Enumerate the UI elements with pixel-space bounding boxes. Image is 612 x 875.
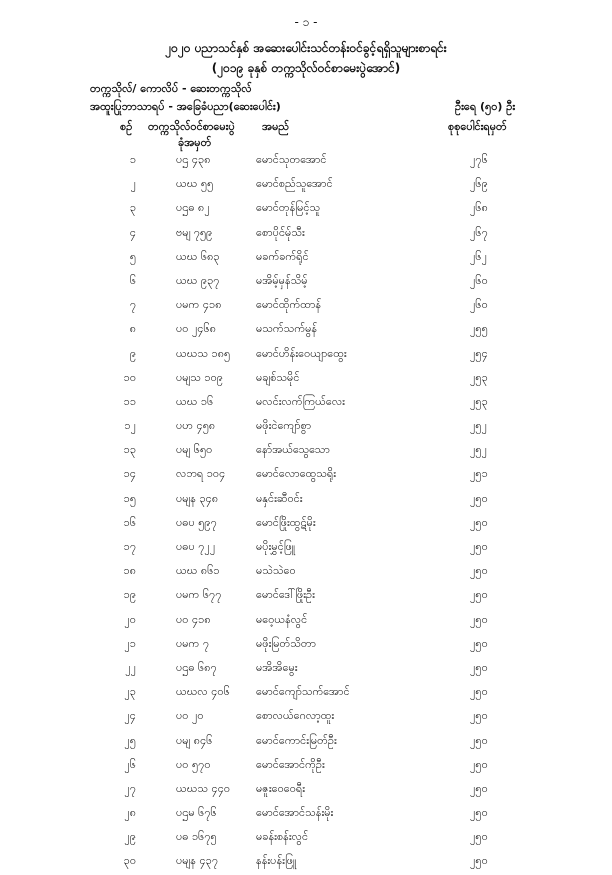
total-marks: ၂၅၀: [470, 757, 488, 771]
row-number: ၅: [129, 249, 136, 263]
student-name: မောင်သုတအောင်: [256, 153, 327, 166]
table-row: [0, 367, 612, 391]
table-row: [0, 488, 612, 512]
table-row: [0, 318, 612, 342]
student-name: မောင်ဒေါ်ဖြိုးဦး: [256, 588, 315, 602]
student-name: မသဲသဲဝေ: [256, 564, 296, 578]
row-number: ၂၄: [124, 709, 136, 723]
roll-number: ပမျ ၈၄၆: [176, 733, 213, 747]
student-name: မောင်ထိုက်ထာန်: [256, 298, 322, 312]
roll-number: ပဟ ၄၅၈: [176, 419, 216, 433]
student-name: မဖိုးမြတ်သိတာ: [256, 636, 317, 650]
student-name: မဇူးဝေဝေရီး: [256, 781, 306, 795]
table-row: [0, 246, 612, 270]
row-number: ၁၈: [123, 564, 136, 578]
row-number: ၇: [129, 298, 136, 312]
headcount-label: ဦးရေ (၅၀) ဦး: [455, 100, 516, 113]
roll-number: ပဝ ၅၇၀: [176, 757, 211, 771]
student-name: စောပိုင်မ်ုသီး: [256, 225, 305, 239]
header-no: စဉ်: [120, 120, 133, 133]
table-row: [0, 512, 612, 536]
total-marks: ၂၅၀: [470, 515, 488, 529]
table-row: [0, 850, 612, 874]
table-row: [0, 802, 612, 826]
student-name: မခက်ခက်ရိုင်: [256, 249, 309, 263]
row-number: ၁: [129, 153, 136, 166]
table-row: [0, 439, 612, 463]
row-number: ၁၃: [123, 443, 136, 457]
student-name: မသက်သက်မွန်: [256, 322, 318, 336]
roll-number: ပဓပ ၇၂၂: [176, 540, 216, 553]
header-roll-number: တက္ကသိုလ်ဝင်စာမေးပွဲ: [148, 120, 235, 133]
student-table: [0, 149, 612, 875]
roll-number: ပမက ၇: [176, 636, 210, 650]
student-name: မဖိုးငဲကျော်စွာ: [256, 419, 312, 433]
total-marks: ၂၅၀: [470, 781, 488, 795]
row-number: ၁၀: [123, 370, 136, 384]
table-row: [0, 609, 612, 633]
student-name: မပိုးမွှင့်ဖြူ: [256, 540, 296, 553]
student-name: မောင်အောင်သန်းမိုး: [256, 806, 334, 820]
specialization-label: အထူးပြုဘာသာရပ် - အခြေခံပညာ(ဆေးပေါင်း): [90, 100, 281, 113]
header-name: အမည်: [262, 120, 290, 133]
total-marks: ၂၅၀: [470, 830, 488, 844]
roll-number: ပမျသ ၁၀၉: [176, 370, 223, 384]
student-name: မောင်စည်သူအောင်: [256, 177, 333, 191]
row-number: ၁၂: [124, 419, 136, 433]
row-number: ၄: [129, 225, 136, 239]
total-marks: ၂၅၃: [470, 370, 488, 384]
total-marks: ၂၅၀: [470, 854, 488, 868]
table-row: [0, 149, 612, 173]
total-marks: ၂၅၀: [470, 733, 488, 747]
table-row: [0, 463, 612, 487]
total-marks: ၂၆၂: [470, 249, 487, 263]
total-marks: ၂၅၃: [470, 394, 488, 408]
roll-number: လဘရ ၁၀၄: [176, 467, 226, 481]
roll-number: ပဓ ၁၆၇၅: [176, 830, 217, 844]
table-row: [0, 173, 612, 197]
table-row: [0, 391, 612, 415]
roll-number: ယဃ ၈၆၁: [176, 564, 220, 578]
roll-number: ပဝ ၄၁၈: [176, 612, 211, 626]
table-row: [0, 705, 612, 729]
student-name: မခန်းစန်းလွင်: [256, 830, 309, 844]
student-name: မောင်အောင်ကိုဦး: [256, 757, 325, 771]
total-marks: ၂၅၄: [470, 346, 488, 360]
total-marks: ၂၇၆: [470, 153, 488, 166]
roll-number: ပဝ ၂၄၆၈: [176, 322, 217, 336]
student-name: မအိအိမွေး: [256, 660, 298, 674]
row-number: ၁၁: [123, 394, 136, 408]
roll-number: ပဝ ၂၀: [176, 709, 204, 723]
student-name: မလင်းလက်ကြယ်လေး: [256, 394, 345, 408]
row-number: ၆: [129, 273, 136, 287]
table-row: [0, 343, 612, 367]
table-row: [0, 633, 612, 657]
total-marks: ၂၆၈: [470, 201, 488, 215]
student-name: နန်းပန်းဖြူ: [256, 854, 297, 868]
university-label: တက္ကသိုလ်/ ကောလိပ် - ဆေးတက္ကသိုလ်: [90, 82, 252, 95]
student-name: မောင်တုန်မြင့်သူ: [256, 201, 321, 215]
row-number: ၃: [129, 201, 136, 215]
student-name: မဝေ့ယနံလွင်: [256, 612, 308, 626]
total-marks: ၂၆၀: [470, 298, 488, 312]
total-marks: ၂၅၀: [470, 491, 488, 505]
table-row: [0, 270, 612, 294]
table-row: [0, 681, 612, 705]
roll-number: ပဌဓ ၆၈၇: [176, 660, 217, 674]
student-name: မောင်ဖြိုးထွဋ်မိုး: [256, 515, 316, 529]
row-number: ၂၇: [124, 781, 136, 795]
table-row: [0, 197, 612, 221]
total-marks: ၂၅၅: [470, 322, 488, 336]
student-name: မအိမ့်မှန်သိမ့်: [256, 273, 308, 287]
student-name: မောင်ကျော်သက်အောင်: [256, 685, 350, 699]
roll-number: ပဓပ ၅၉၇: [176, 515, 217, 529]
row-number: ၁၅: [123, 491, 136, 505]
row-number: ၂၃: [124, 685, 136, 699]
student-name: စောလယ်ဂေလာ့ထူး: [256, 709, 335, 723]
row-number: ၈: [129, 322, 136, 336]
roll-number: ယဃ ၅၅: [176, 177, 214, 191]
table-row: [0, 754, 612, 778]
roll-number: ပမက ၄၁၈: [176, 298, 222, 312]
roll-number: ယဃသ ၄၄၀: [176, 781, 231, 795]
row-number: ၂၉: [124, 830, 136, 844]
row-number: ၂၂: [125, 660, 136, 674]
roll-number: ပမျန ၄၃၇: [176, 854, 219, 868]
roll-number: ပဌ ၄၃၈: [176, 153, 211, 166]
student-name: မနှင်းဆီဝင်း: [256, 491, 303, 505]
roll-number: ပဌဓ ၈၂: [176, 201, 210, 215]
row-number: ၂၀: [124, 612, 136, 626]
row-number: ၃၀: [123, 854, 136, 868]
roll-number: ယဃ ၁၆: [176, 394, 214, 408]
total-marks: ၂၅၀: [470, 588, 488, 602]
row-number: ၂၁: [124, 636, 136, 650]
document-title: ၂၀၂၀ ပညာသင်နှစ် အဆေးပေါင်းသင်တန်းဝင်ခွင့်ရရှိသူများစာရင်း: [165, 41, 447, 55]
table-row: [0, 536, 612, 560]
total-marks: ၂၅၀: [470, 612, 488, 626]
total-marks: ၂၅၀: [470, 685, 488, 699]
row-number: ၁၉: [123, 588, 136, 602]
table-row: [0, 584, 612, 608]
total-marks: ၂၅၂: [470, 443, 487, 457]
student-name: မောင်ကောင်းမြတ်ဦး: [256, 733, 337, 747]
table-row: [0, 415, 612, 439]
row-number: ၂၅: [124, 733, 136, 747]
row-number: ၁၇: [123, 540, 136, 553]
row-number: ၁၄: [123, 467, 136, 481]
student-name: နော်အယ်သွေသော: [256, 443, 330, 457]
table-row: [0, 294, 612, 318]
table-row: [0, 222, 612, 246]
row-number: ၁၆: [123, 515, 136, 529]
roll-number: ပမျ ၆၅၀: [176, 443, 213, 457]
roll-number: ယဃ ၉၃၇: [176, 273, 220, 287]
total-marks: ၂၅၁: [470, 467, 488, 481]
header-total-marks: စုစုပေါင်းရမှတ်: [448, 120, 507, 133]
row-number: ၂: [130, 177, 136, 191]
total-marks: ၂၆၀: [470, 273, 488, 287]
header-roll-number-line2: ခုံအမှတ်: [178, 136, 212, 149]
table-row: [0, 560, 612, 584]
document-subtitle: (၂၀၁၉ ခုနှစ် တက္ကသိုလ်ဝင်စာမေးပွဲအောင်): [211, 61, 401, 75]
total-marks: ၂၅၀: [470, 636, 488, 650]
table-row: [0, 778, 612, 802]
total-marks: ၂၅၂: [470, 419, 487, 433]
roll-number: ယဃ ၆၈၃: [176, 249, 220, 263]
row-number: ၂၈: [124, 806, 136, 820]
row-number: ၂၆: [124, 757, 136, 771]
roll-number: ပမျန ၃၄၈: [176, 491, 219, 505]
total-marks: ၂၆၇: [470, 225, 488, 239]
roll-number: ပဌမ ၆၇၆: [176, 806, 217, 820]
total-marks: ၂၅၀: [470, 806, 488, 820]
roll-number: ယဃလ ၄၀၆: [176, 685, 230, 699]
row-number: ၉: [129, 346, 136, 360]
student-name: မောင်ဟိန်းဝေယျာထွေး: [256, 346, 347, 360]
page-number: - ၁ -: [294, 15, 318, 29]
table-row: [0, 730, 612, 754]
table-row: [0, 657, 612, 681]
roll-number: ဗမျ ၇၅၉: [176, 225, 213, 239]
total-marks: ၂၅၀: [470, 709, 488, 723]
total-marks: ၂၅၀: [470, 540, 488, 553]
total-marks: ၂၅၀: [470, 660, 488, 674]
student-name: မချစ်သမိုင်: [256, 370, 300, 384]
table-row: [0, 826, 612, 850]
total-marks: ၂၆၉: [470, 177, 488, 191]
student-name: မောင်လောထွေသရိုး: [256, 467, 337, 481]
roll-number: ပမက ၆၇၇: [176, 588, 222, 602]
total-marks: ၂၅၀: [470, 564, 488, 578]
roll-number: ယဃသ ၁၈၅: [176, 346, 231, 360]
